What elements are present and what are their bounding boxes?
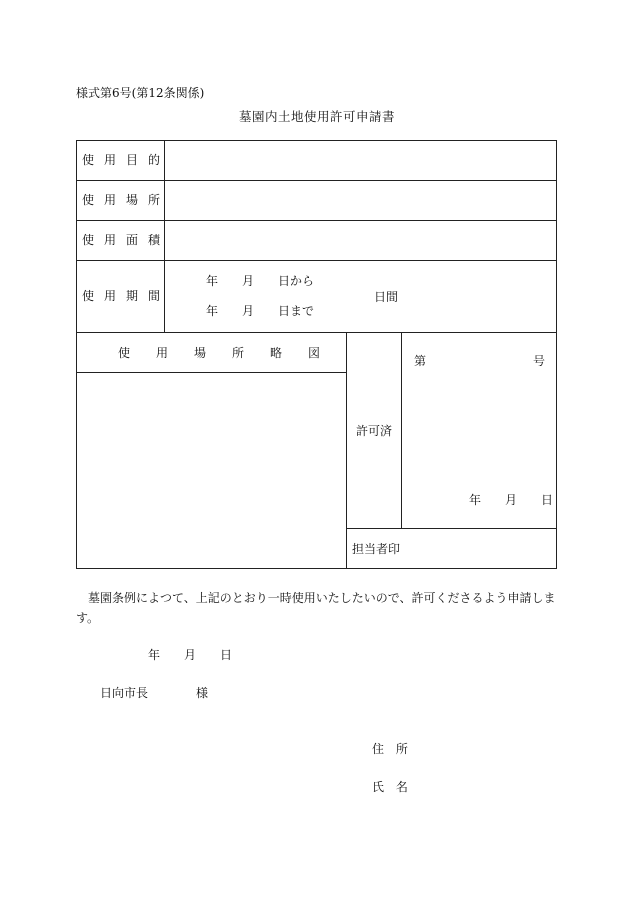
period-from-year: 年 [206,274,219,288]
usage-period-label: 使用期間 [82,289,171,303]
period-from-month: 月 [242,274,255,288]
period-to-year: 年 [206,304,219,318]
period-days: 日間 [374,290,399,304]
permit-date-month: 月 [505,493,518,507]
sketch-area[interactable] [78,374,345,567]
form-number: 様式第6号(第12条関係) [76,86,205,100]
period-to-day: 日まで [278,304,315,318]
applicant-address-label: 住 所 [372,742,408,756]
officer-seal-label: 担当者印 [352,542,401,556]
period-to-month: 月 [242,304,255,318]
permit-number-suffix: 号 [533,354,546,368]
application-statement-line2: す。 [76,611,100,625]
permit-number-prefix: 第 [414,354,427,368]
form-title: 墓園内土地使用許可申請書 [239,109,396,124]
addressee-honorific: 様 [196,686,209,700]
permit-date-year: 年 [469,493,482,507]
usage-purpose-label: 使用目的 [82,153,171,167]
applicant-name-label: 氏 名 [372,780,408,794]
usage-location-label: 使用場所 [82,193,171,207]
usage-area-label: 使用面積 [82,233,171,247]
addressee-name: 日向市長 [100,686,149,700]
application-date-day: 日 [220,648,233,662]
period-from-day: 日から [278,274,315,288]
sketch-label: 使用場所略図 [118,346,347,360]
application-date-year: 年 [148,648,161,662]
application-statement-line1: 墓園条例によつて、上記のとおり一時使用いたしたいので、許可くださるよう申請しま [88,591,556,605]
permit-date-day: 日 [541,493,554,507]
application-date-month: 月 [184,648,197,662]
permit-label: 許可済 [356,424,393,438]
